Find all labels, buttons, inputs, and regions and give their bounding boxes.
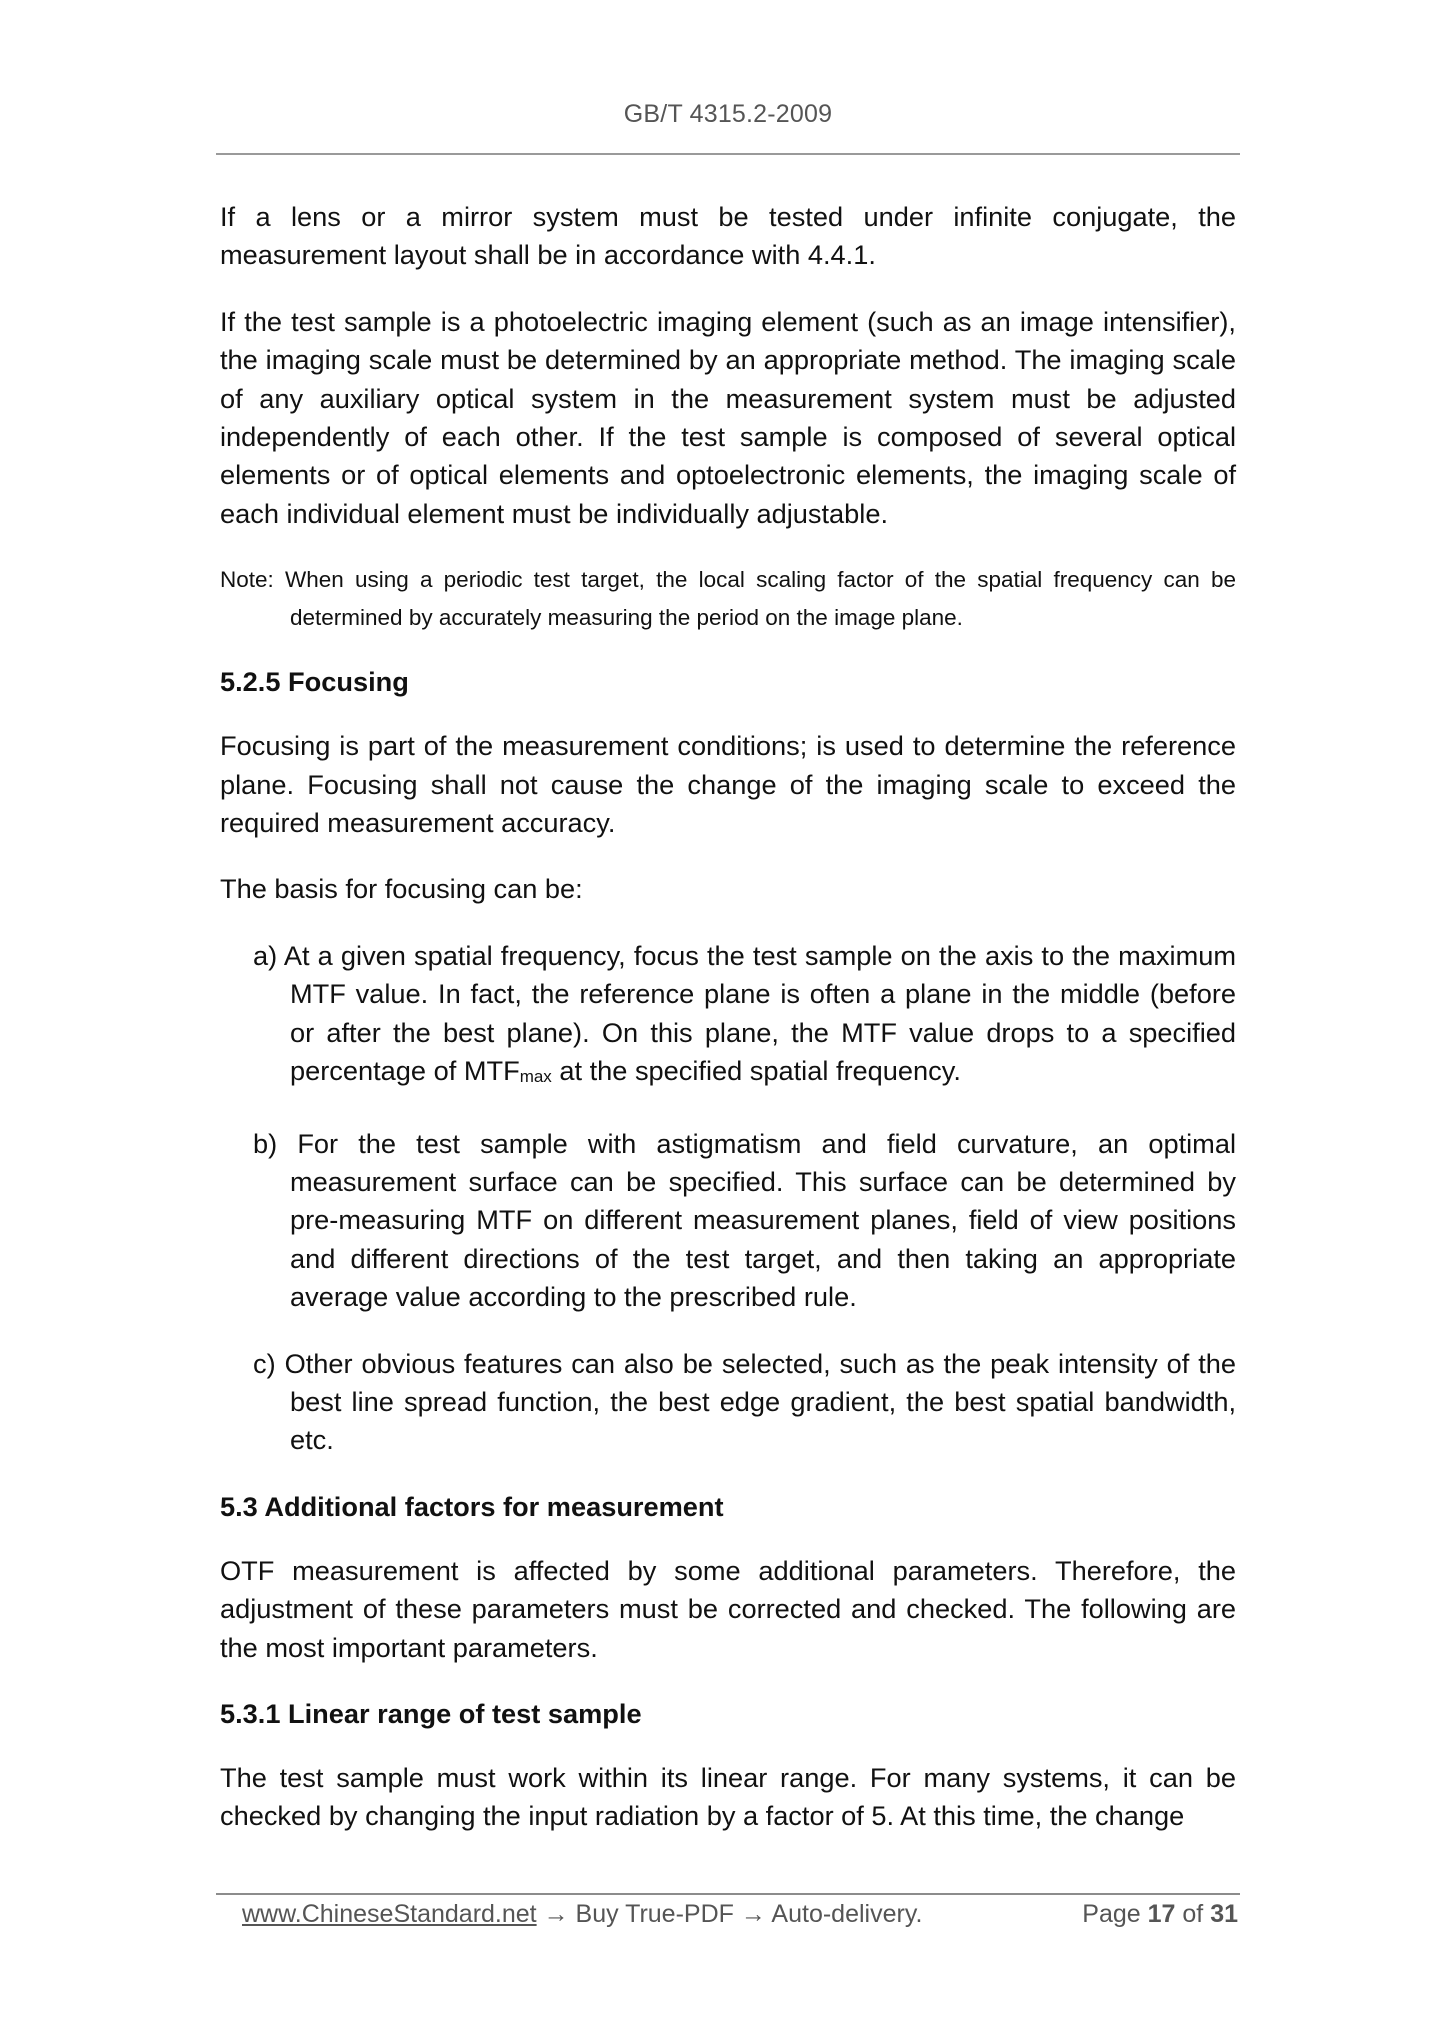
page-of-label: of <box>1182 1900 1204 1928</box>
page-total: 31 <box>1210 1900 1238 1928</box>
arrow-right-icon: → <box>536 1900 576 1928</box>
section-heading-5-3-1: 5.3.1 Linear range of test sample <box>220 1697 642 1729</box>
list-marker: c) <box>253 1347 276 1379</box>
arrow-right-icon: → <box>733 1900 772 1928</box>
footer-divider <box>216 1893 1240 1895</box>
note-block <box>220 561 1236 637</box>
list-item-text-tail: at the specified spatial frequency. <box>551 1055 961 1087</box>
footer-promo <box>242 1900 922 1929</box>
page-number <box>1082 1900 1238 1929</box>
paragraph-additional-factors: OTF measurement is affected by some additional parameters. Therefore, the adjustment of these parameters must be corrected and checked. The following are the most important parameters. <box>220 1554 1236 1663</box>
page-content <box>220 198 1236 1864</box>
header-divider <box>216 153 1240 155</box>
section-heading-5-2-5: 5.2.5 Focusing <box>220 666 409 698</box>
paragraph-linear-range: The test sample must work within its linear range. For many systems, it can be checked by changing the input radiation by a factor of 5. At this time, the change <box>220 1761 1236 1832</box>
subscript-max: max <box>519 1067 552 1087</box>
paragraph-photoelectric-element: If the test sample is a photoelectric imaging element (such as an image intensifier), the imaging scale must be determined by an appropriate method. The imaging scale of any auxiliary optical system in the measurement system must be adjusted independently of each other. If the test sample is composed of several optical elements or of optical elements and optoelectronic elements, the imaging scale of each individual element must be individually adjustable. <box>220 305 1236 529</box>
paragraph-focusing-definition: Focusing is part of the measurement conditions; is used to determine the reference plane. Focusing shall not cause the change of the imaging scale to exceed the required measurement accuracy. <box>220 730 1236 839</box>
document-id-header: GB/T 4315.2-2009 <box>623 100 833 128</box>
note-label: Note: <box>220 567 274 593</box>
page-footer <box>242 1900 1238 1929</box>
paragraph-focusing-basis: The basis for focusing can be: <box>220 873 583 905</box>
auto-delivery-text: Auto-delivery. <box>771 1900 923 1928</box>
section-heading-5-3: 5.3 Additional factors for measurement <box>220 1490 724 1522</box>
page-current: 17 <box>1147 1900 1176 1928</box>
website-link[interactable]: www.ChineseStandard.net <box>242 1900 537 1928</box>
paragraph-infinite-conjugate: If a lens or a mirror system must be tested under infinite conjugate, the measurement layout shall be in accordance with 4.4.1. <box>220 201 1236 271</box>
list-marker: b) <box>253 1127 278 1159</box>
list-item-b <box>220 1125 1236 1317</box>
list-marker: a) <box>253 939 278 971</box>
list-item-a <box>220 937 1236 1097</box>
buy-pdf-text: Buy True-PDF <box>575 1900 734 1928</box>
page-label: Page <box>1082 1900 1141 1928</box>
list-item-text: For the test sample with astigmatism and field curvature, an optimal measurement surface can be specified. This surface can be determined by pre-measuring MTF on different measurement planes, field of view positions and different directions of the test target, and then taking an appropriate average value according to the prescribed rule. <box>290 1127 1236 1313</box>
note-text: When using a periodic test target, the local scaling factor of the spatial frequency can be determined by accurately measuring the period on the image plane. <box>284 567 1236 631</box>
list-item-c <box>220 1345 1236 1460</box>
list-item-text: At a given spatial frequency, focus the test sample on the axis to the maximum MTF value. In fact, the reference plane is often a plane in the middle (before or after the best plane). On this plane, the MTF value drops to a specified percentage of MTF <box>283 939 1236 1087</box>
list-item-text: Other obvious features can also be selected, such as the peak intensity of the best line spread function, the best edge gradient, the best spatial bandwidth, etc. <box>284 1347 1237 1456</box>
